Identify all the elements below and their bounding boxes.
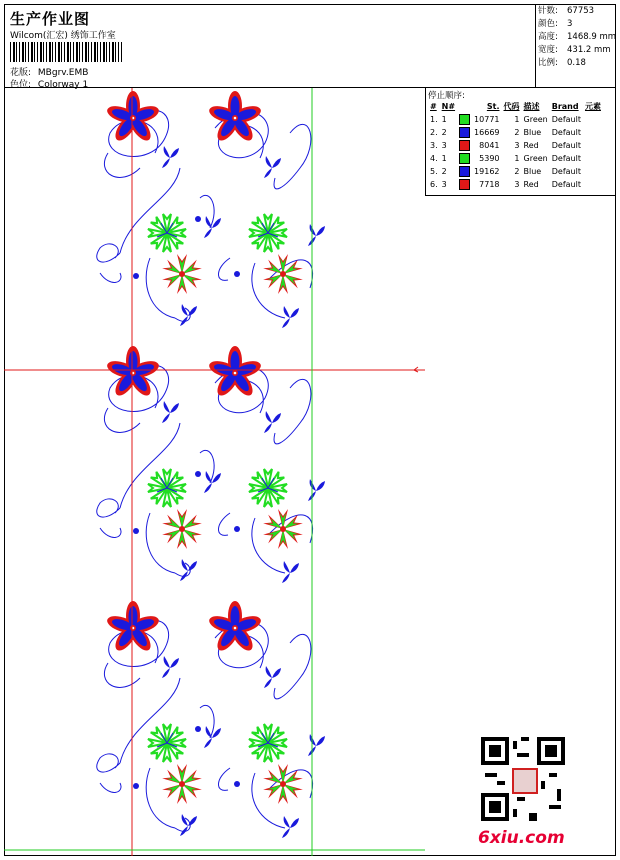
table-row bbox=[428, 165, 603, 178]
row-index: 1. bbox=[430, 115, 438, 124]
row-code: 1 bbox=[514, 115, 520, 124]
col-needle: N# bbox=[441, 102, 456, 111]
design-repeat-2 bbox=[97, 346, 325, 583]
col-index: # bbox=[430, 102, 437, 111]
color-swatch-icon bbox=[459, 127, 470, 138]
qr-code bbox=[481, 737, 565, 821]
color-swatch bbox=[457, 165, 472, 178]
design-label: 花版: bbox=[10, 68, 32, 78]
row-brand: Default bbox=[551, 141, 581, 150]
row-index: 6. bbox=[430, 180, 438, 189]
row-stitches: 16669 bbox=[474, 128, 500, 137]
row-desc: Green bbox=[523, 154, 548, 163]
design-repeat-1 bbox=[97, 91, 325, 328]
studio-name: Wilcom(汇宏) 绣饰工作室 bbox=[10, 31, 116, 41]
row-code: 3 bbox=[514, 180, 520, 189]
row-needle: 3 bbox=[441, 180, 447, 189]
table-header-row bbox=[428, 100, 603, 113]
stats-panel bbox=[535, 4, 616, 88]
row-desc: Blue bbox=[523, 167, 542, 176]
row-brand: Default bbox=[551, 115, 581, 124]
design-repeat-3 bbox=[97, 601, 325, 838]
col-element: 元素 bbox=[584, 102, 601, 111]
row-index: 2. bbox=[430, 128, 438, 137]
table-row bbox=[428, 139, 603, 152]
row-stitches: 19162 bbox=[474, 167, 500, 176]
color-swatch bbox=[457, 152, 472, 165]
row-brand: Default bbox=[551, 180, 581, 189]
stop-sequence-table bbox=[428, 100, 603, 191]
col-desc: 描述 bbox=[523, 102, 540, 111]
table-row bbox=[428, 126, 603, 139]
row-index: 3. bbox=[430, 141, 438, 150]
stat-width: 宽度: 431.2 mm bbox=[538, 45, 611, 55]
row-desc: Green bbox=[523, 115, 548, 124]
barcode bbox=[10, 42, 122, 62]
stop-sequence-title: 停止顺序: bbox=[428, 91, 465, 101]
header-panel bbox=[4, 4, 616, 88]
color-swatch-icon bbox=[459, 166, 470, 177]
table-row bbox=[428, 178, 603, 191]
stat-stitches: 针数: 67753 bbox=[538, 6, 595, 16]
row-index: 4. bbox=[430, 154, 438, 163]
row-needle: 2 bbox=[441, 128, 447, 137]
design-value: MBgrv.EMB bbox=[37, 68, 89, 78]
col-stitches: St. bbox=[486, 102, 500, 111]
row-desc: Red bbox=[523, 180, 539, 189]
row-stitches: 5390 bbox=[479, 154, 500, 163]
row-brand: Default bbox=[551, 154, 581, 163]
embroidery-design bbox=[4, 88, 425, 856]
stat-colors: 颜色: 3 bbox=[538, 19, 573, 29]
row-desc: Red bbox=[523, 141, 539, 150]
col-code: 代码 bbox=[503, 102, 520, 111]
row-index: 5. bbox=[430, 167, 438, 176]
row-needle: 2 bbox=[441, 167, 447, 176]
color-swatch bbox=[457, 178, 472, 191]
row-needle: 1 bbox=[441, 115, 447, 124]
watermark-logo: 6xiu.com bbox=[478, 828, 565, 848]
row-code: 2 bbox=[514, 128, 520, 137]
col-brand: Brand bbox=[551, 102, 579, 111]
color-swatch bbox=[457, 113, 472, 126]
colorway-label: 色位: bbox=[10, 80, 32, 90]
stat-height: 高度: 1468.9 mm bbox=[538, 32, 617, 42]
row-code: 3 bbox=[514, 141, 520, 150]
row-code: 2 bbox=[514, 167, 520, 176]
stat-scale: 比例: 0.18 bbox=[538, 58, 586, 68]
color-swatch-icon bbox=[459, 153, 470, 164]
colorway-value: Colorway 1 bbox=[37, 80, 89, 90]
row-desc: Blue bbox=[523, 128, 542, 137]
row-brand: Default bbox=[551, 167, 581, 176]
stop-sequence-panel bbox=[425, 88, 616, 196]
color-swatch bbox=[457, 126, 472, 139]
table-row bbox=[428, 113, 603, 126]
row-brand: Default bbox=[551, 128, 581, 137]
row-code: 1 bbox=[514, 154, 520, 163]
color-swatch-icon bbox=[459, 140, 470, 151]
row-stitches: 7718 bbox=[479, 180, 500, 189]
page-title: 生产作业图 bbox=[10, 10, 91, 28]
row-needle: 3 bbox=[441, 141, 447, 150]
color-swatch-icon bbox=[459, 179, 470, 190]
color-swatch-icon bbox=[459, 114, 470, 125]
row-stitches: 10771 bbox=[474, 115, 500, 124]
row-stitches: 8041 bbox=[479, 141, 500, 150]
table-row bbox=[428, 152, 603, 165]
color-swatch bbox=[457, 139, 472, 152]
row-needle: 1 bbox=[441, 154, 447, 163]
